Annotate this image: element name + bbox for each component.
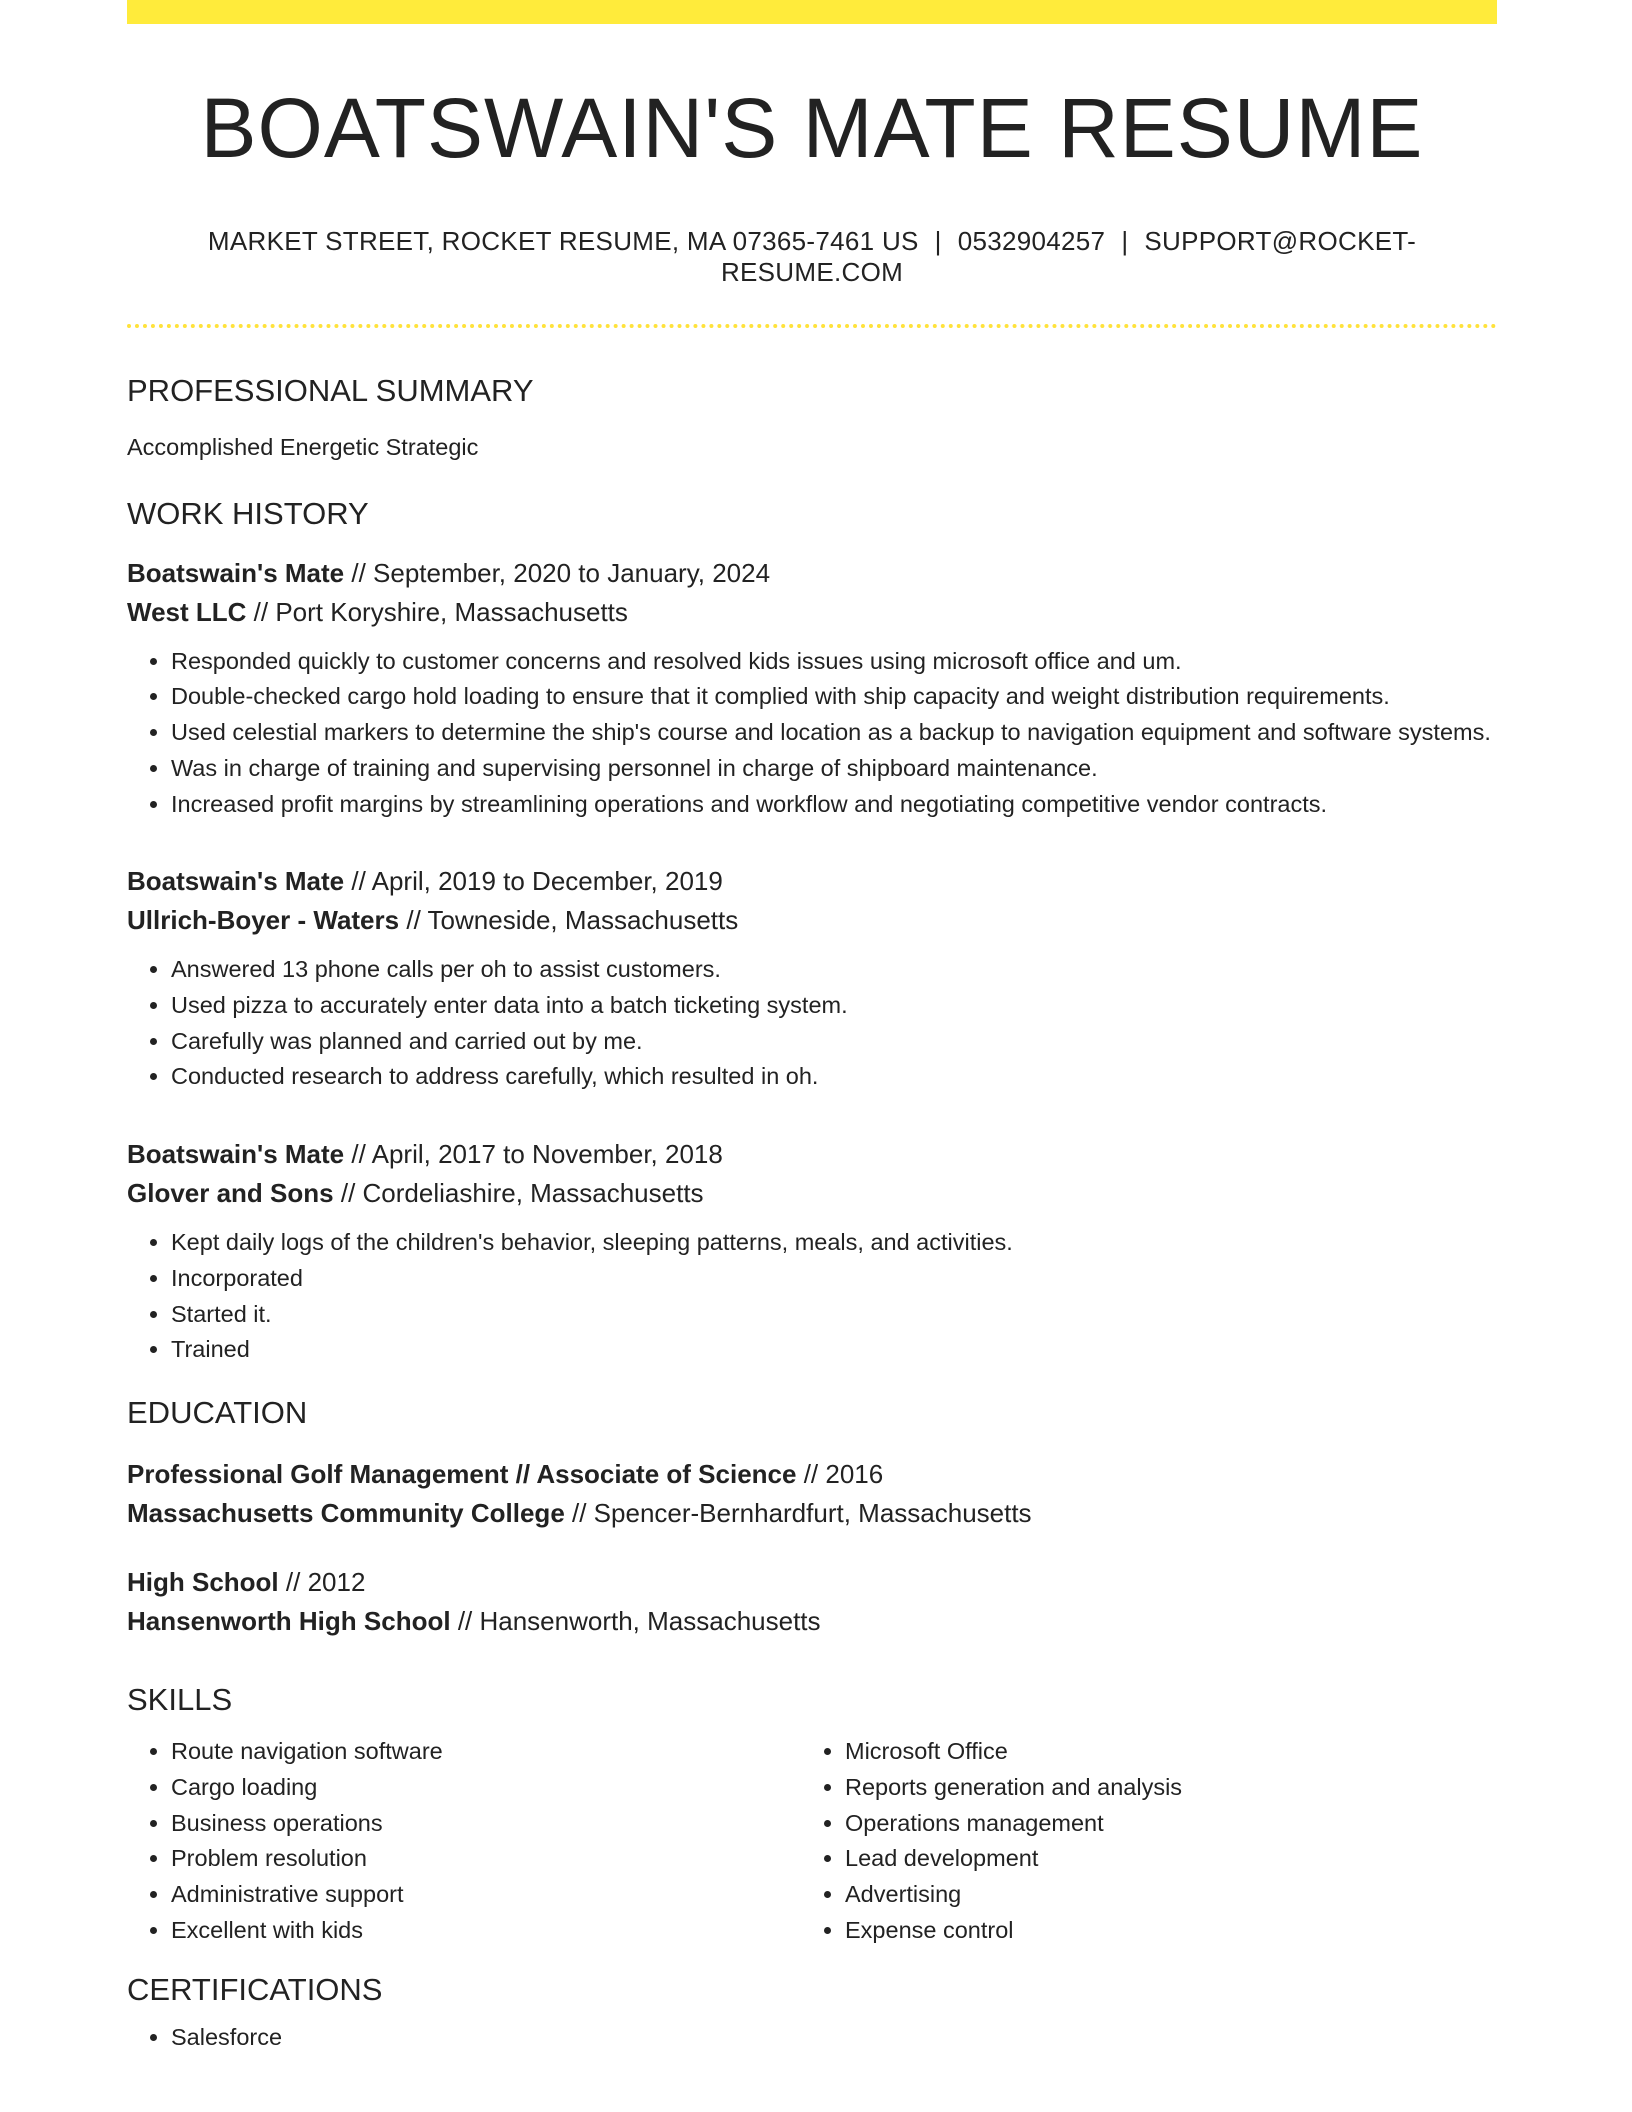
job-company: Glover and Sons [127, 1178, 334, 1209]
school-location: // Hansenworth, Massachusetts [457, 1606, 821, 1637]
contact-phone: 0532904257 [957, 226, 1106, 257]
list-item: • Trained [171, 1332, 1497, 1368]
school-line [127, 1494, 1497, 1533]
list-item: • Used pizza to accurately enter data into a batch ticketing system. [171, 988, 1497, 1024]
job-bullets [127, 644, 1497, 823]
skills-list-right [801, 1734, 1475, 1948]
dotted-divider [127, 324, 1497, 328]
list-item: • Carefully was planned and carried out by me. [171, 1024, 1497, 1060]
skill-item: • Operations management [845, 1806, 1475, 1842]
job-company-line [127, 1174, 1497, 1213]
skill-item: • Route navigation software [171, 1734, 801, 1770]
job-company: West LLC [127, 596, 247, 627]
contact-separator: | [1121, 226, 1129, 257]
skill-item: • Lead development [845, 1841, 1475, 1877]
job-location: // Cordeliashire, Massachusetts [340, 1178, 704, 1209]
job-title: Boatswain's Mate [127, 557, 345, 588]
job-company-line [127, 593, 1497, 632]
accent-bar [127, 0, 1497, 24]
degree-name: Professional Golf Management // Associate of Science [127, 1459, 797, 1490]
list-item: • Used celestial markers to determine the ship's course and location as a backup to navigation equipment and software systems. [171, 715, 1497, 751]
list-item: • Started it. [171, 1297, 1497, 1333]
certification-item: • Salesforce [171, 2020, 1497, 2056]
job-location: // Port Koryshire, Massachusetts [253, 596, 628, 627]
skill-item: • Reports generation and analysis [845, 1770, 1475, 1806]
job-title-line [127, 1135, 1497, 1174]
degree-line [127, 1455, 1497, 1494]
skills-columns [127, 1734, 1497, 1948]
school-location: // Spencer-Bernhardfurt, Massachusetts [572, 1498, 1032, 1529]
skill-item: • Problem resolution [171, 1841, 801, 1877]
skills-heading: SKILLS [127, 1682, 233, 1718]
job-title: Boatswain's Mate [127, 1139, 345, 1170]
job-title-line [127, 862, 1497, 901]
skill-item: • Expense control [845, 1913, 1475, 1949]
list-item: • Increased profit margins by streamlining operations and workflow and negotiating competitive vendor contracts. [171, 787, 1497, 823]
job-entry [127, 1135, 1497, 1368]
page-title: BOATSWAIN'S MATE RESUME [200, 81, 1424, 175]
summary-heading: PROFESSIONAL SUMMARY [127, 373, 534, 409]
degree-year: // 2016 [803, 1459, 884, 1490]
summary-text: Accomplished Energetic Strategic [127, 433, 479, 460]
school-name: Massachusetts Community College [127, 1498, 565, 1529]
list-item: • Was in charge of training and supervising personnel in charge of shipboard maintenance. [171, 751, 1497, 787]
list-item: • Answered 13 phone calls per oh to assist customers. [171, 952, 1497, 988]
skills-list-left [127, 1734, 801, 1948]
degree-name: High School [127, 1567, 279, 1598]
skill-item: • Business operations [171, 1806, 801, 1842]
education-entry [127, 1563, 1497, 1641]
job-company: Ullrich-Boyer - Waters [127, 905, 400, 936]
list-item: • Incorporated [171, 1261, 1497, 1297]
education-heading: EDUCATION [127, 1394, 308, 1430]
list-item: • Conducted research to address carefully, which resulted in oh. [171, 1059, 1497, 1095]
work-history-heading: WORK HISTORY [127, 495, 369, 531]
job-company-line [127, 901, 1497, 940]
contact-separator: | [934, 226, 942, 257]
contact-email: SUPPORT@ROCKET-RESUME.COM [720, 226, 1417, 288]
list-item: • Double-checked cargo hold loading to ensure that it complied with ship capacity and weight distribution requirements. [171, 679, 1497, 715]
list-item: • Kept daily logs of the children's behavior, sleeping patterns, meals, and activities. [171, 1225, 1497, 1261]
job-entry [127, 862, 1497, 1095]
skill-item: • Excellent with kids [171, 1913, 801, 1949]
resume-page [127, 0, 1497, 2055]
contact-line [127, 226, 1497, 288]
contact-address: MARKET STREET, ROCKET RESUME, MA 07365-7461 US [207, 226, 919, 257]
job-location: // Towneside, Massachusetts [406, 905, 739, 936]
certifications-heading: CERTIFICATIONS [127, 1971, 383, 2007]
job-entry [127, 554, 1497, 823]
job-bullets [127, 952, 1497, 1095]
skill-item: • Cargo loading [171, 1770, 801, 1806]
degree-line [127, 1563, 1497, 1602]
education-entry [127, 1455, 1497, 1533]
job-dates: // April, 2019 to December, 2019 [351, 866, 723, 897]
list-item: • Responded quickly to customer concerns and resolved kids issues using microsoft office and um. [171, 644, 1497, 680]
degree-year: // 2012 [285, 1567, 366, 1598]
job-title: Boatswain's Mate [127, 866, 345, 897]
job-dates: // September, 2020 to January, 2024 [351, 557, 771, 588]
skill-item: • Microsoft Office [845, 1734, 1475, 1770]
skill-item: • Administrative support [171, 1877, 801, 1913]
job-bullets [127, 1225, 1497, 1368]
school-line [127, 1602, 1497, 1641]
school-name: Hansenworth High School [127, 1606, 451, 1637]
job-dates: // April, 2017 to November, 2018 [351, 1139, 723, 1170]
certifications-list [127, 2020, 1497, 2056]
job-title-line [127, 554, 1497, 593]
skill-item: • Advertising [845, 1877, 1475, 1913]
